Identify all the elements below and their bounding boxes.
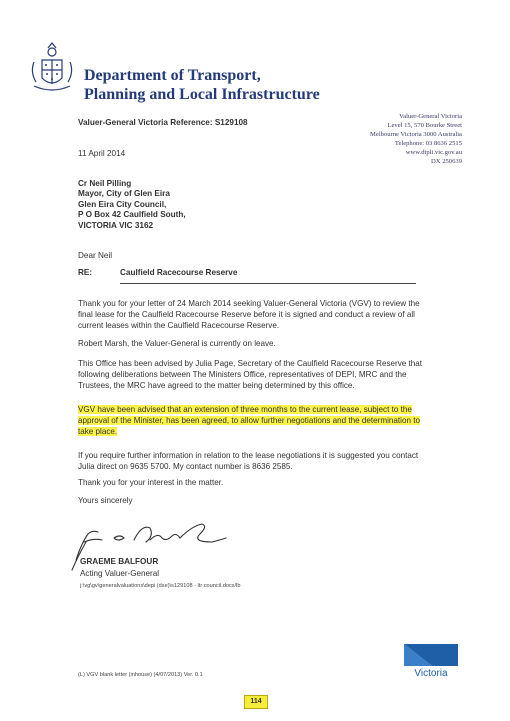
recipient-line: VICTORIA VIC 3162 [78,220,154,230]
department-line-2: Planning and Local Infrastructure [84,86,320,103]
re-label: RE: [78,268,93,277]
body-paragraph: Thank you for your interest in the matter. [78,478,224,487]
closing: Yours sincerely [78,496,133,505]
recipient-block [78,179,186,231]
file-path: j:\vg\gv\generalvaluations\depi (dse)\s129108 - ltr council.docx/lb [80,583,241,589]
signatory-title: Acting Valuer-General [80,569,160,578]
salutation: Dear Neil [78,251,113,260]
signatory-name: GRAEME BALFOUR [80,557,159,566]
template-note: (L) VGV blank letter (inhouse) (4/07/2013) Ver. 0.1 [78,672,203,678]
page-number-stamp: 114 [244,695,268,709]
address-line: Melbourne Victoria 3000 Australia [370,131,462,138]
address-line: www.dtpli.vic.gov.au [405,149,462,156]
letter-date: 11 April 2014 [78,149,126,158]
address-line: DX 250639 [431,158,462,165]
highlighted-paragraph [78,404,430,437]
recipient-line: P O Box 42 Caulfield South, [78,210,186,220]
coat-of-arms-icon [28,40,76,96]
address-line: Valuer-General Victoria [399,113,462,120]
highlighted-text: VGV have been advised that an extension of three months to the current lease, subject to the approval of the Minister, has been agreed, to allow further negotiations and the determination to take place. [78,405,420,436]
body-paragraph: This Office has been advised by Julia Page, Secretary of the Caulfield Racecourse Reserve that following deliberations between The Ministers Office, representatives of DEPI, MRC and the Trustees, the MRC have agreed to the matter being determined by this office. [78,359,423,390]
department-name [84,66,320,104]
address-line: Telephone: 03 8636 2515 [394,140,462,147]
recipient-line: Mayor, City of Glen Eira [78,189,170,199]
body-paragraph: If you require further information in relation to the lease negotiations it is suggested you contact Julia direct on 9635 5700. My contact number is 8636 2585. [78,451,419,471]
body-paragraph: Thank you for your letter of 24 March 2014 seeking Valuer-General Victoria (VGV) to review the final lease for the Caulfield Racecourse Reserve before it is signed and conduct a review of all current leases within the Caulfield Racecourse Reserve. [78,299,420,330]
recipient-line: Cr Neil Pilling [78,179,132,188]
subject-underline [120,283,416,284]
address-line: Level 15, 570 Bourke Street [387,122,462,129]
sender-address [370,112,462,166]
recipient-line: Glen Eira City Council, [78,199,167,209]
body-paragraph: Robert Marsh, the Valuer-General is currently on leave. [78,339,276,348]
victoria-logo [400,640,462,678]
reference-number: Valuer-General Victoria Reference: S129108 [78,118,248,127]
victoria-logo-text: Victoria [414,668,448,678]
re-subject: Caulfield Racecourse Reserve [120,268,238,277]
department-line-1: Department of Transport, [84,67,261,84]
